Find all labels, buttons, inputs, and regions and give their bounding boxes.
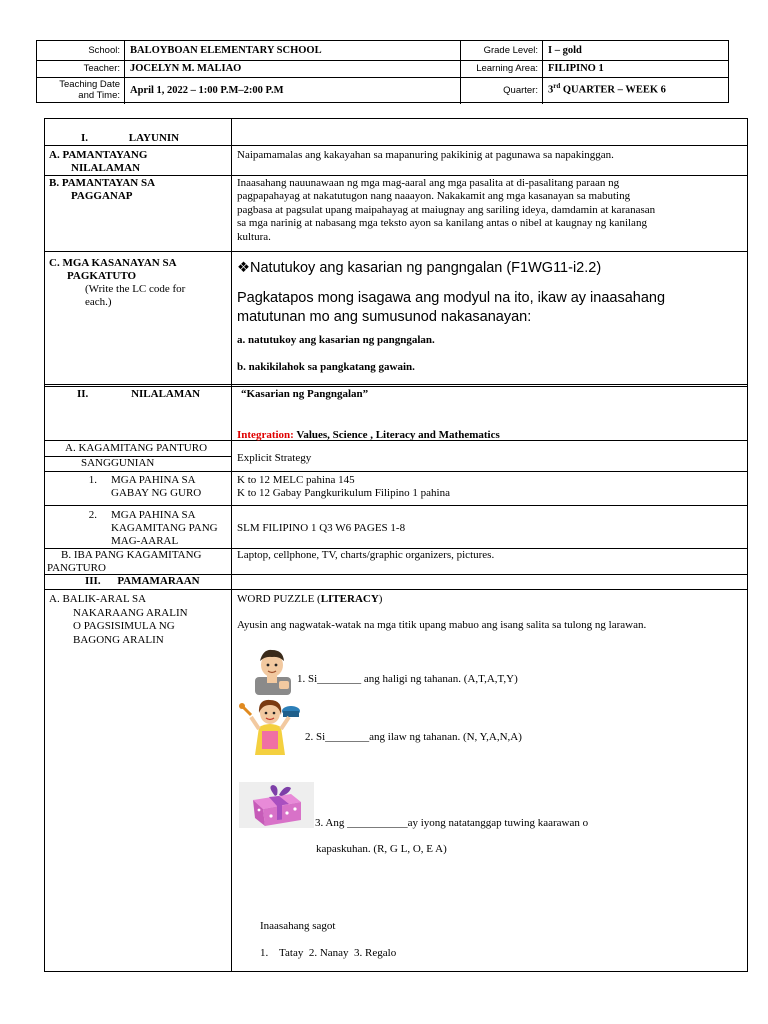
label-line: PANGTURO xyxy=(47,562,106,574)
row-label-gabay-ng-guro xyxy=(45,474,231,500)
row-divider xyxy=(45,505,747,506)
label-line: KAGAMITANG PANG xyxy=(111,522,218,534)
integration-label: Integration: xyxy=(237,429,294,441)
label-line: A. KAGAMITANG PANTURO xyxy=(65,442,208,454)
slm-pages-text: SLM FILIPINO 1 Q3 W6 PAGES 1-8 xyxy=(237,522,406,534)
label-line: C. MGA KASANAYAN SA xyxy=(49,257,177,269)
row-label-kagamitang-panturo xyxy=(45,442,231,470)
date-label-line1: Teaching Date xyxy=(59,79,120,90)
row-divider xyxy=(45,471,747,472)
explicit-strategy-text: Explicit Strategy xyxy=(237,452,312,464)
quarter-suffix: rd xyxy=(553,82,561,90)
learning-area-value: FILIPINO 1 xyxy=(548,63,604,74)
puzzle-title-bold: LITERACY xyxy=(320,593,379,605)
section-1-numeral: I. xyxy=(81,132,89,144)
label-line: BAGONG ARALIN xyxy=(73,633,164,646)
label-note: each.) xyxy=(85,296,112,308)
grade-value: I – gold xyxy=(548,45,582,56)
pamantayan-sa-pagganap-text xyxy=(237,177,745,244)
row-label-pamantayan-sa-pagganap xyxy=(49,177,227,203)
row-divider xyxy=(45,175,747,176)
header-row-date xyxy=(37,77,728,104)
pamantayang-nilalaman-text: Naipamamalas ang kakayahan sa mapanuring pakikinig at pagunawa sa napakinggan. xyxy=(237,149,614,161)
reference-line: K to 12 Gabay Pangkurikulum Filipino 1 pahina xyxy=(237,487,450,499)
row-label-pamantayang-nilalaman xyxy=(49,149,227,175)
row-label-mga-kasanayan xyxy=(49,257,227,309)
puzzle-title-end: ) xyxy=(378,593,383,605)
section-3-heading xyxy=(85,575,231,588)
quarter-text: QUARTER – WEEK 6 xyxy=(560,84,666,96)
date-value: April 1, 2022 – 1:00 P.M–2:00 P.M xyxy=(125,77,461,104)
section-2-heading xyxy=(77,388,255,401)
section-2-title: NILALAMAN xyxy=(131,388,201,400)
section-1-title: LAYUNIN xyxy=(128,132,180,144)
objective-b: b. nakikilahok sa pangkatang gawain. xyxy=(237,361,415,373)
paragraph-line: pagbasa at pagsulat upang maipahayag at maiugnay ang sariling ideya, damdamin at karanasan xyxy=(237,203,656,216)
grade-label: Grade Level: xyxy=(461,41,543,60)
row-label-iba-pang-kagamitang xyxy=(47,549,231,575)
section-3-title: PAMAMARAAN xyxy=(117,575,200,587)
reference-line: K to 12 MELC pahina 145 xyxy=(237,474,355,486)
mother-image xyxy=(237,697,303,755)
section-1-heading xyxy=(81,132,259,145)
label-line: SANGGUNIAN xyxy=(81,457,155,469)
row-divider xyxy=(45,384,747,387)
paragraph-line: pagpapahayag at nakatutugon nang naaayon. Nakakamit ang mga kasanayan sa mabuting xyxy=(237,190,631,203)
item-number: 2. xyxy=(88,509,97,521)
puzzle-title-text: WORD PUZZLE ( xyxy=(237,593,321,605)
integration-line xyxy=(237,429,745,442)
gift-image xyxy=(239,782,314,828)
competency-text: Natutukoy ang kasarian ng pangngalan (F1WG11-i2.2) xyxy=(250,260,602,276)
intro-line: matutunan mo ang sumusunod nakasanayan: xyxy=(237,309,532,325)
answers-text: 1. Tatay 2. Nanay 3. Regalo xyxy=(260,947,397,959)
answers-label: Inaasahang sagot xyxy=(260,920,336,932)
teacher-label: Teacher: xyxy=(37,60,125,77)
label-line: B. IBA PANG KAGAMITANG xyxy=(61,549,202,561)
integration-text: Values, Science , Literacy and Mathematics xyxy=(293,429,500,441)
quarter-value xyxy=(543,77,730,104)
date-label xyxy=(37,77,125,104)
label-line: MGA PAHINA SA xyxy=(111,509,196,521)
label-note: (Write the LC code for xyxy=(85,283,186,295)
label-line: MAG-AARAL xyxy=(111,535,179,547)
row-divider xyxy=(45,589,747,590)
quarter-number: 3 xyxy=(548,84,554,96)
label-line: NAKARAANG ARALIN xyxy=(73,606,188,619)
label-line: O PAGSISIMULA NG xyxy=(73,620,175,632)
section-2-numeral: II. xyxy=(77,388,89,400)
date-label-line2: and Time: xyxy=(78,90,120,101)
diamond-bullet-icon: ❖ xyxy=(237,260,250,276)
item-number: 1. xyxy=(88,474,97,486)
label-line: PAGKATUTO xyxy=(67,270,137,282)
label-line: B. PAMANTAYAN SA xyxy=(49,177,156,189)
school-label: School: xyxy=(37,41,125,60)
lesson-topic: “Kasarian ng Pangngalan” xyxy=(241,388,369,400)
gabay-ng-guro-refs xyxy=(237,474,745,500)
label-line: NILALAMAN xyxy=(71,162,141,174)
puzzle-item-1: 1. Si________ ang haligi ng tahanan. (A,T,A,T,Y) xyxy=(297,673,518,685)
puzzle-instruction: Ayusin ang nagwatak-watak na mga titik upang mabuo ang isang salita sa tulong ng larawan. xyxy=(237,619,647,631)
iba-pang-kagamitang-text: Laptop, cellphone, TV, charts/graphic organizers, pictures. xyxy=(237,549,495,561)
label-line: A. BALIK-ARAL SA xyxy=(49,593,147,605)
puzzle-item-2: 2. Si________ang ilaw ng tahanan. (N, Y,A,N,A) xyxy=(305,731,522,743)
teacher-value: JOCELYN M. MALIAO xyxy=(125,60,461,77)
objectives-intro xyxy=(237,289,745,327)
row-divider xyxy=(45,251,747,252)
school-value: BALOYBOAN ELEMENTARY SCHOOL xyxy=(125,41,461,60)
father-image xyxy=(249,647,295,695)
puzzle-item-3-continued: kapaskuhan. (R, G L, O, E A) xyxy=(316,843,447,855)
intro-line: Pagkatapos mong isagawa ang modyul na ito, ikaw ay inaasahang xyxy=(237,290,666,306)
paragraph-line: kultura. xyxy=(237,230,271,243)
competency-line xyxy=(237,259,745,277)
column-divider xyxy=(231,119,232,971)
paragraph-line: sa mga narinig at nabasang mga teksto ayon sa kanilang antas o nibel at kaugnay ng kanilang xyxy=(237,217,647,230)
label-line: MGA PAHINA SA xyxy=(111,474,196,486)
lesson-plan-table xyxy=(44,118,748,972)
label-line: PAGGANAP xyxy=(71,190,133,202)
word-puzzle-title xyxy=(237,593,745,606)
header-row-teacher xyxy=(37,60,728,78)
puzzle-item-3: 3. Ang ___________ay iyong natatanggap tuwing kaarawan o xyxy=(315,817,589,829)
row-label-balik-aral xyxy=(49,593,227,647)
quarter-label: Quarter: xyxy=(461,77,543,104)
learning-area-label: Learning Area: xyxy=(461,60,543,77)
paragraph-line: Inaasahang nauunawaan ng mga mag-aaral ang mga pasalita at di-pasalitang paraan ng xyxy=(237,177,620,189)
section-3-numeral: III. xyxy=(85,575,101,587)
row-label-kagamitang-mag-aaral xyxy=(45,509,231,548)
label-line: A. PAMANTAYANG xyxy=(49,149,148,161)
header-row-school xyxy=(37,41,728,61)
objective-a: a. natutukoy ang kasarian ng pangngalan. xyxy=(237,334,435,346)
row-divider xyxy=(45,145,747,146)
lesson-header-table xyxy=(36,40,729,103)
label-line: GABAY NG GURO xyxy=(111,487,202,499)
